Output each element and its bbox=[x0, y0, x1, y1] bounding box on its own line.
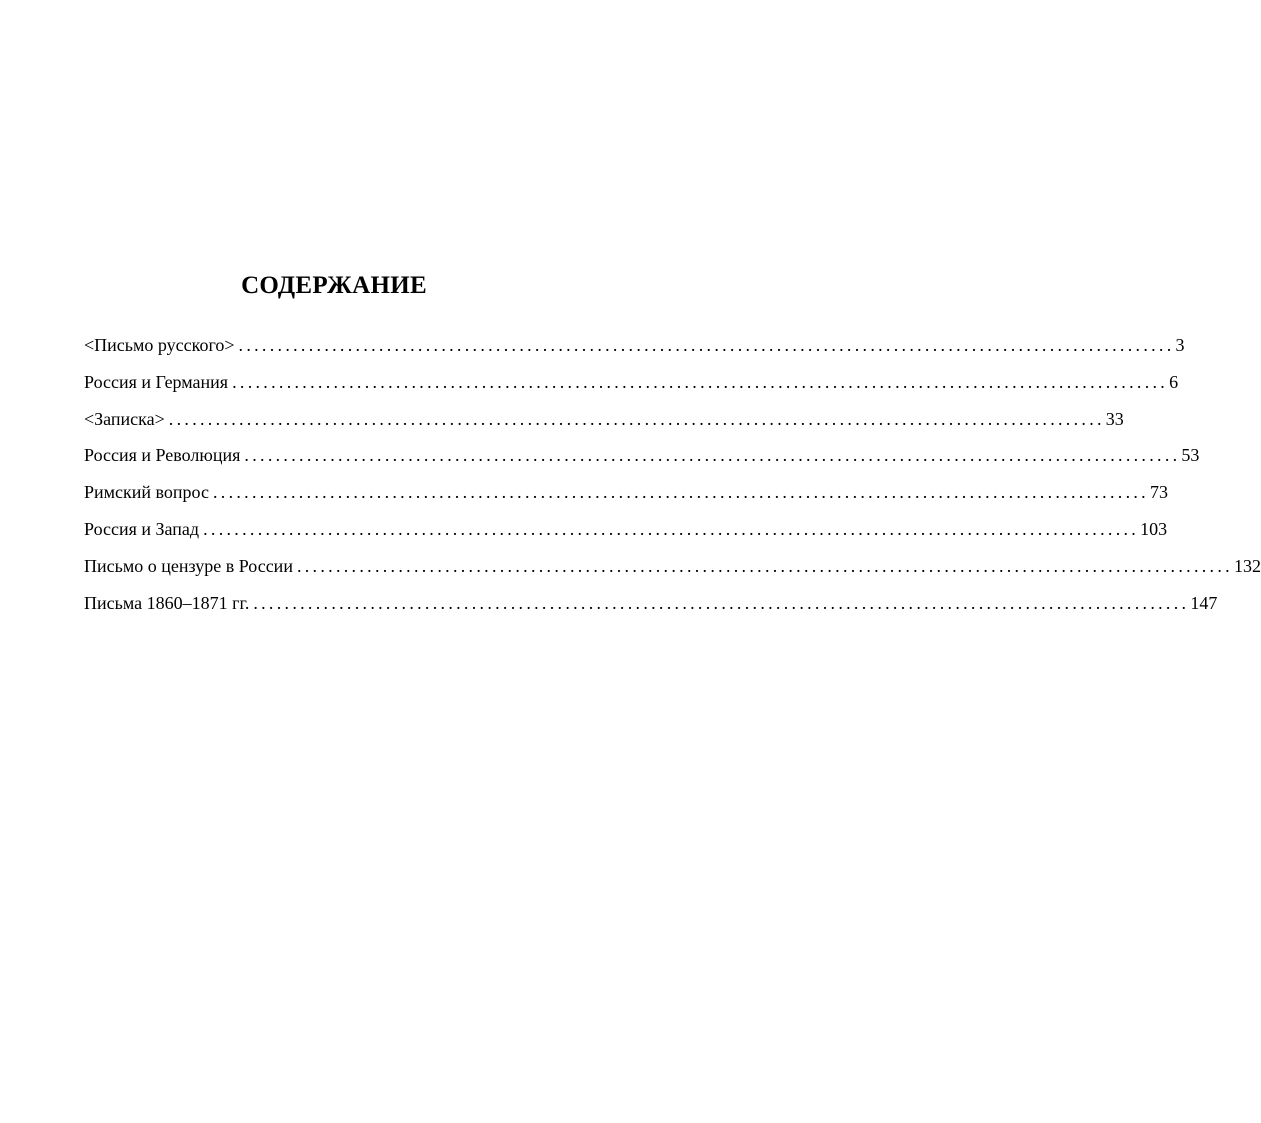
toc-entry-title: Письмо о цензуре в России bbox=[84, 555, 293, 576]
dot-leader: ........................................................................................................................ bbox=[212, 482, 1149, 503]
toc-entry-page: 3 bbox=[1175, 335, 1185, 355]
toc-entry-title: Россия и Революция bbox=[84, 445, 241, 466]
dot-leader: ........................................................................................................................ bbox=[253, 592, 1190, 613]
toc-entry[interactable] bbox=[84, 589, 1218, 626]
toc-entry[interactable] bbox=[84, 331, 1185, 368]
toc-entry-title: Россия и Германия bbox=[84, 371, 229, 392]
toc-entry[interactable] bbox=[84, 441, 1200, 478]
toc-entry[interactable] bbox=[84, 515, 1168, 552]
toc-entry-title: <Письмо русского> bbox=[84, 335, 235, 355]
dot-leader: ........................................................................................................................ bbox=[168, 408, 1105, 429]
table-of-contents bbox=[84, 331, 1261, 625]
dot-leader: ........................................................................................................................ bbox=[244, 445, 1181, 466]
toc-entry-page: 103 bbox=[1140, 518, 1168, 539]
dot-leader: ........................................................................................................................ bbox=[232, 371, 1169, 392]
toc-entry-page: 147 bbox=[1190, 592, 1218, 613]
toc-entry[interactable] bbox=[84, 405, 1124, 442]
dot-leader: ........................................................................................................................ bbox=[296, 555, 1233, 576]
toc-entry-page: 73 bbox=[1149, 482, 1168, 503]
toc-entry-page: 132 bbox=[1233, 555, 1261, 576]
dot-leader: ........................................................................................................................ bbox=[203, 518, 1140, 539]
toc-entry[interactable] bbox=[84, 552, 1261, 589]
toc-entry-title: Россия и Запад bbox=[84, 518, 200, 539]
toc-entry-title: Письма 1860–1871 гг. bbox=[84, 592, 250, 613]
toc-entry-page: 33 bbox=[1105, 408, 1124, 429]
toc-entry-page: 6 bbox=[1169, 371, 1179, 392]
toc-entry[interactable] bbox=[84, 478, 1168, 515]
toc-entry-title: <Записка> bbox=[84, 408, 165, 429]
page-title: СОДЕРЖАНИЕ bbox=[241, 272, 427, 299]
toc-entry-page: 53 bbox=[1181, 445, 1200, 466]
dot-leader: ........................................................................................................................ bbox=[238, 335, 1175, 355]
toc-entry[interactable] bbox=[84, 368, 1179, 405]
toc-entry-title: Римский вопрос bbox=[84, 482, 209, 503]
